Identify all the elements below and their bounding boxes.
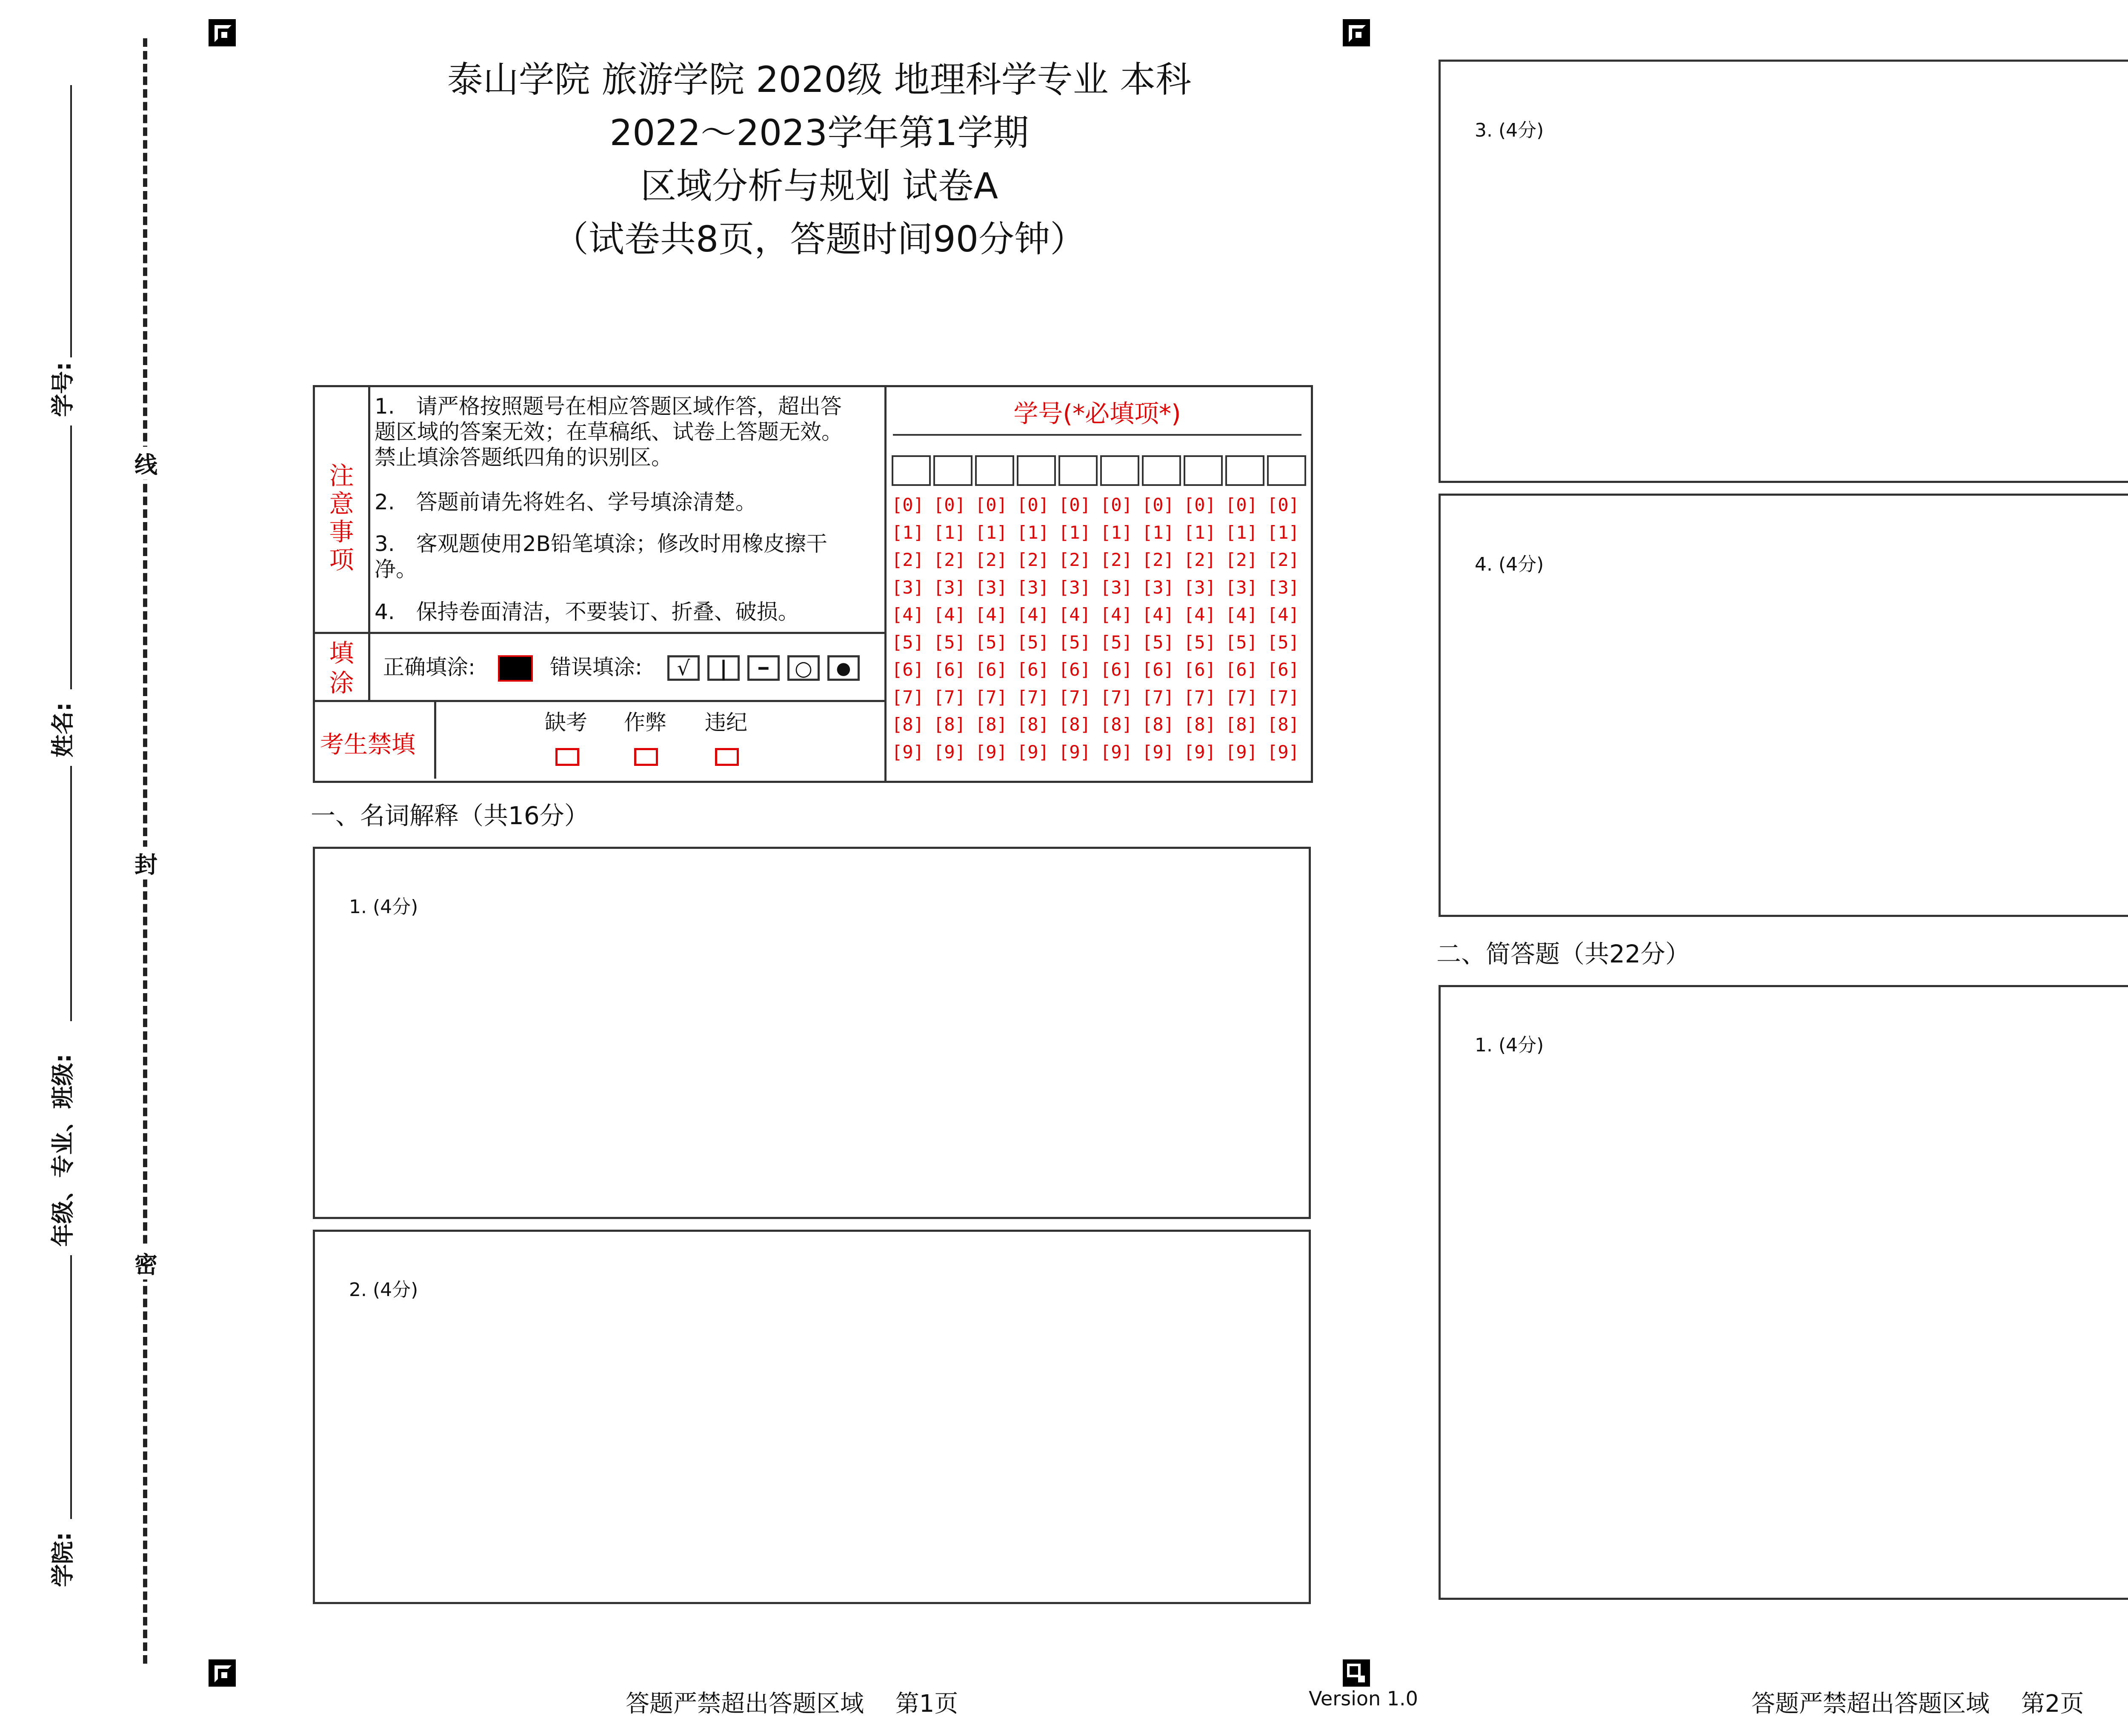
student-id-bubble[interactable]: [4] — [1267, 604, 1299, 625]
student-id-bubble[interactable]: [8] — [1142, 714, 1174, 735]
student-id-bubble[interactable]: [7] — [1225, 686, 1258, 708]
class-label: 年级、专业、班级: — [49, 1054, 76, 1247]
student-id-bubble[interactable]: [5] — [1225, 631, 1258, 653]
student-id-bubble[interactable]: [9] — [933, 741, 966, 762]
notice-item-2: 2. 答题前请先将姓名、学号填涂清楚。 — [375, 490, 757, 514]
student-id-bubble[interactable]: [1] — [1225, 522, 1258, 543]
answer-box-p1-q1[interactable] — [313, 847, 1311, 1219]
student-id-bubble[interactable]: [5] — [1184, 631, 1216, 653]
student-id-bubble[interactable]: [7] — [1017, 686, 1049, 708]
qr-mark-bottom-center — [1343, 1659, 1370, 1687]
registration-mark-bottom-left — [209, 1659, 236, 1687]
student-id-bubble[interactable]: [0] — [892, 494, 924, 515]
student-id-bubble[interactable]: [0] — [975, 494, 1007, 515]
student-id-bubble[interactable]: [3] — [1017, 577, 1049, 598]
student-id-bubble[interactable]: [3] — [933, 577, 966, 598]
student-number-rule — [70, 85, 72, 357]
student-id-bubble[interactable]: [1] — [892, 522, 924, 543]
student-number-label: 学号: — [49, 362, 76, 417]
student-id-bubble[interactable]: [7] — [1058, 686, 1091, 708]
student-id-box-9[interactable] — [1225, 455, 1264, 486]
student-id-box-10[interactable] — [1267, 455, 1306, 486]
student-id-bubble[interactable]: [3] — [892, 577, 924, 598]
student-id-bubble[interactable]: [5] — [933, 631, 966, 653]
student-id-bubble[interactable]: [4] — [1225, 604, 1258, 625]
student-id-bubble[interactable]: [0] — [1225, 494, 1258, 515]
forbid-divider-v — [434, 700, 436, 779]
student-id-column-8 — [1184, 491, 1216, 766]
student-id-bubble[interactable]: [2] — [1142, 549, 1174, 570]
binding-char-mi: 密 — [134, 1247, 156, 1279]
student-id-column-7 — [1142, 491, 1174, 766]
registration-mark-top-left — [209, 19, 236, 46]
question-label: 1. (4分) — [349, 896, 418, 918]
student-id-bubble[interactable]: [5] — [1017, 631, 1049, 653]
student-id-box-5[interactable] — [1058, 455, 1098, 486]
student-id-bubble[interactable]: [0] — [933, 494, 966, 515]
student-id-bubble[interactable]: [4] — [975, 604, 1007, 625]
student-id-bubble[interactable]: [6] — [975, 659, 1007, 680]
student-id-bubble[interactable]: [8] — [1267, 714, 1299, 735]
student-id-bubble[interactable]: [1] — [1017, 522, 1049, 543]
question-label: 2. (4分) — [349, 1279, 418, 1301]
class-rule — [70, 766, 72, 1021]
student-id-bubble[interactable]: [2] — [1184, 549, 1216, 570]
question-label: 1. (4分) — [1475, 1034, 1544, 1056]
student-id-bubble[interactable]: [4] — [1100, 604, 1133, 625]
answer-box-p2-s2-q1[interactable] — [1439, 985, 2128, 1600]
student-id-bubble[interactable]: [1] — [975, 522, 1007, 543]
student-id-bubble[interactable]: [8] — [933, 714, 966, 735]
exam-header-line2: 2022～2023学年第1学期 — [609, 112, 1029, 154]
notice-heading-char: 注 — [329, 461, 354, 490]
student-id-heading: 学号(*必填项*) — [1013, 399, 1181, 428]
fill-heading-char: 填 — [329, 639, 354, 668]
student-id-bubble[interactable]: [7] — [1142, 686, 1174, 708]
wrong-mark-circle: ○ — [787, 655, 820, 681]
student-id-bubble[interactable]: [5] — [1142, 631, 1174, 653]
section-1-title: 一、名词解释（共16分） — [311, 801, 589, 830]
wrong-fill-label: 错误填涂: — [550, 655, 642, 680]
student-id-bubble[interactable]: [4] — [892, 604, 924, 625]
student-id-bubble[interactable]: [7] — [1267, 686, 1299, 708]
answer-box-p2-q3[interactable] — [1439, 60, 2128, 483]
student-id-bubble[interactable]: [6] — [1184, 659, 1216, 680]
forbid-checkbox-cheat[interactable] — [634, 748, 658, 766]
student-id-bubble[interactable]: [6] — [1100, 659, 1133, 680]
student-id-bubble[interactable]: [1] — [1100, 522, 1133, 543]
student-id-bubble[interactable]: [6] — [1142, 659, 1174, 680]
page-2-footer: 答题严禁超出答题区域 第2页 — [1751, 1690, 2084, 1718]
student-id-bubble[interactable]: [9] — [1058, 741, 1091, 762]
student-id-bubble[interactable]: [1] — [933, 522, 966, 543]
binding-char-feng: 封 — [134, 847, 156, 879]
student-id-bubble[interactable]: [6] — [1017, 659, 1049, 680]
student-id-bubble[interactable]: [5] — [1267, 631, 1299, 653]
notice-divider-h2 — [313, 700, 885, 702]
student-id-bubble[interactable]: [8] — [1225, 714, 1258, 735]
student-id-bubble[interactable]: [0] — [1142, 494, 1174, 515]
answer-box-p1-q2[interactable] — [313, 1230, 1311, 1604]
student-id-bubble[interactable]: [8] — [1184, 714, 1216, 735]
notice-heading-char: 事 — [329, 517, 354, 546]
student-id-bubble[interactable]: [0] — [1184, 494, 1216, 515]
student-id-column-1 — [892, 491, 924, 766]
wrong-mark-bar: | — [707, 655, 740, 681]
student-id-bubble[interactable]: [9] — [1100, 741, 1133, 762]
student-id-bubble[interactable]: [9] — [1184, 741, 1216, 762]
student-id-bubble[interactable]: [6] — [1267, 659, 1299, 680]
exam-header-line3: 区域分析与规划 试卷A — [640, 165, 998, 207]
student-id-bubble[interactable]: [0] — [1100, 494, 1133, 515]
fill-heading-char: 涂 — [329, 668, 354, 697]
student-id-bubble[interactable]: [2] — [975, 549, 1007, 570]
student-id-bubble[interactable]: [7] — [892, 686, 924, 708]
student-id-column-10 — [1267, 491, 1299, 766]
notice-heading — [315, 462, 368, 574]
forbid-heading: 考生禁填 — [320, 731, 415, 759]
student-id-bubble[interactable]: [4] — [1184, 604, 1216, 625]
student-id-bubble[interactable]: [4] — [1017, 604, 1049, 625]
student-id-bubble[interactable]: [3] — [1058, 577, 1091, 598]
binding-char-xian: 线 — [134, 447, 156, 480]
student-id-bubble[interactable]: [3] — [1142, 577, 1174, 598]
student-id-box-3[interactable] — [975, 455, 1014, 486]
student-id-bubble[interactable]: [2] — [1225, 549, 1258, 570]
notice-heading-char: 意 — [329, 489, 354, 518]
student-id-bubble[interactable]: [6] — [1225, 659, 1258, 680]
student-id-bubble[interactable]: [4] — [933, 604, 966, 625]
student-id-box-6[interactable] — [1100, 455, 1139, 486]
registration-mark-top-center — [1343, 19, 1370, 46]
student-id-bubble[interactable]: [9] — [1267, 741, 1299, 762]
forbid-item-violation: 违纪 — [705, 710, 747, 735]
student-id-bubble[interactable]: [2] — [1017, 549, 1049, 570]
section-2-title: 二、简答题（共22分） — [1436, 939, 1690, 968]
college-rule — [70, 1255, 72, 1519]
forbid-checkbox-absent[interactable] — [555, 748, 579, 766]
notice-item-1: 1. 请严格按照题号在相应答题区域作答，超出答题区域的答案无效；在草稿纸、试卷上答题无效。禁止填涂答题纸四角的识别区。 — [375, 394, 843, 470]
correct-fill-label: 正确填涂: — [383, 655, 475, 680]
question-label: 3. (4分) — [1475, 120, 1544, 141]
student-id-column-3 — [975, 491, 1007, 766]
student-id-bubble[interactable]: [8] — [1100, 714, 1133, 735]
wrong-mark-dash: ━ — [747, 655, 780, 681]
question-label: 4. (4分) — [1475, 554, 1544, 575]
page-1-footer: 答题严禁超出答题区域 第1页 — [626, 1690, 958, 1718]
student-id-bubble[interactable]: [5] — [892, 631, 924, 653]
student-id-bubble[interactable]: [3] — [1225, 577, 1258, 598]
forbid-item-cheat: 作弊 — [624, 710, 666, 735]
answer-box-p2-q4[interactable] — [1439, 494, 2128, 917]
student-id-bubble[interactable]: [9] — [1142, 741, 1174, 762]
student-id-box-1[interactable] — [892, 455, 931, 486]
student-id-box-2[interactable] — [933, 455, 972, 486]
student-id-bubble[interactable]: [9] — [892, 741, 924, 762]
student-id-bubble[interactable]: [8] — [892, 714, 924, 735]
student-id-column-9 — [1225, 491, 1258, 766]
student-id-bubble[interactable]: [5] — [1100, 631, 1133, 653]
student-id-bubble[interactable]: [1] — [1058, 522, 1091, 543]
student-id-bubble[interactable]: [5] — [975, 631, 1007, 653]
notice-divider-v1 — [368, 385, 370, 700]
notice-item-4: 4. 保持卷面清洁，不要装订、折叠、破损。 — [375, 600, 799, 624]
student-id-bubble[interactable]: [5] — [1058, 631, 1091, 653]
wrong-mark-check: √ — [667, 655, 700, 681]
student-id-bubble[interactable]: [2] — [1058, 549, 1091, 570]
student-id-bubble[interactable]: [2] — [1267, 549, 1299, 570]
student-id-bubble[interactable]: [2] — [1100, 549, 1133, 570]
version-label: Version 1.0 — [1309, 1687, 1418, 1710]
student-id-column-4 — [1017, 491, 1049, 766]
student-id-column-2 — [933, 491, 966, 766]
student-id-box-7[interactable] — [1142, 455, 1181, 486]
student-id-bubble[interactable]: [1] — [1267, 522, 1299, 543]
student-id-bubble[interactable]: [3] — [1100, 577, 1133, 598]
notice-divider-h1 — [313, 632, 885, 634]
student-id-bubble[interactable]: [3] — [1184, 577, 1216, 598]
name-rule — [70, 425, 72, 689]
student-id-bubble[interactable]: [7] — [933, 686, 966, 708]
notice-heading-char: 项 — [329, 545, 354, 574]
student-id-bubble[interactable]: [3] — [1267, 577, 1299, 598]
student-id-column-5 — [1058, 491, 1091, 766]
student-id-bubble[interactable]: [9] — [975, 741, 1007, 762]
student-id-bubble[interactable]: [8] — [1017, 714, 1049, 735]
student-id-box-4[interactable] — [1017, 455, 1056, 486]
student-id-bubble[interactable]: [6] — [933, 659, 966, 680]
student-id-box-8[interactable] — [1184, 455, 1223, 486]
notice-divider-v2 — [884, 385, 887, 781]
name-label: 姓名: — [49, 702, 76, 757]
student-id-bubble[interactable]: [7] — [1184, 686, 1216, 708]
exam-header-line1: 泰山学院 旅游学院 2020级 地理科学专业 本科 — [447, 59, 1192, 100]
student-id-bubble[interactable]: [4] — [1142, 604, 1174, 625]
student-id-bubble[interactable]: [8] — [1058, 714, 1091, 735]
student-id-column-6 — [1100, 491, 1133, 766]
student-id-bubble[interactable]: [0] — [1267, 494, 1299, 515]
college-label: 学院: — [49, 1532, 76, 1587]
correct-fill-sample — [498, 655, 533, 682]
student-id-bubble[interactable]: [2] — [933, 549, 966, 570]
student-id-bubble[interactable]: [1] — [1142, 522, 1174, 543]
student-id-bubble[interactable]: [8] — [975, 714, 1007, 735]
student-id-bubble[interactable]: [0] — [1017, 494, 1049, 515]
fill-heading — [315, 638, 368, 698]
student-id-bubble[interactable]: [7] — [1100, 686, 1133, 708]
student-id-bubble[interactable]: [1] — [1184, 522, 1216, 543]
student-id-heading-rule — [893, 434, 1301, 436]
student-id-bubble[interactable]: [2] — [892, 549, 924, 570]
student-id-bubble[interactable]: [4] — [1058, 604, 1091, 625]
exam-header-line4: （试卷共8页，答题时间90分钟） — [552, 218, 1086, 260]
student-id-bubble[interactable]: [6] — [892, 659, 924, 680]
forbid-item-absent: 缺考 — [545, 710, 587, 735]
notice-item-3: 3. 客观题使用2B铅笔填涂；修改时用橡皮擦干净。 — [375, 531, 827, 582]
student-id-bubble[interactable]: [9] — [1225, 741, 1258, 762]
forbid-checkbox-violation[interactable] — [715, 748, 739, 766]
student-id-bubble[interactable]: [9] — [1017, 741, 1049, 762]
student-id-bubble[interactable]: [0] — [1058, 494, 1091, 515]
student-id-bubble[interactable]: [3] — [975, 577, 1007, 598]
student-id-bubble[interactable]: [6] — [1058, 659, 1091, 680]
student-id-bubble[interactable]: [7] — [975, 686, 1007, 708]
wrong-mark-dot: ● — [827, 655, 860, 681]
